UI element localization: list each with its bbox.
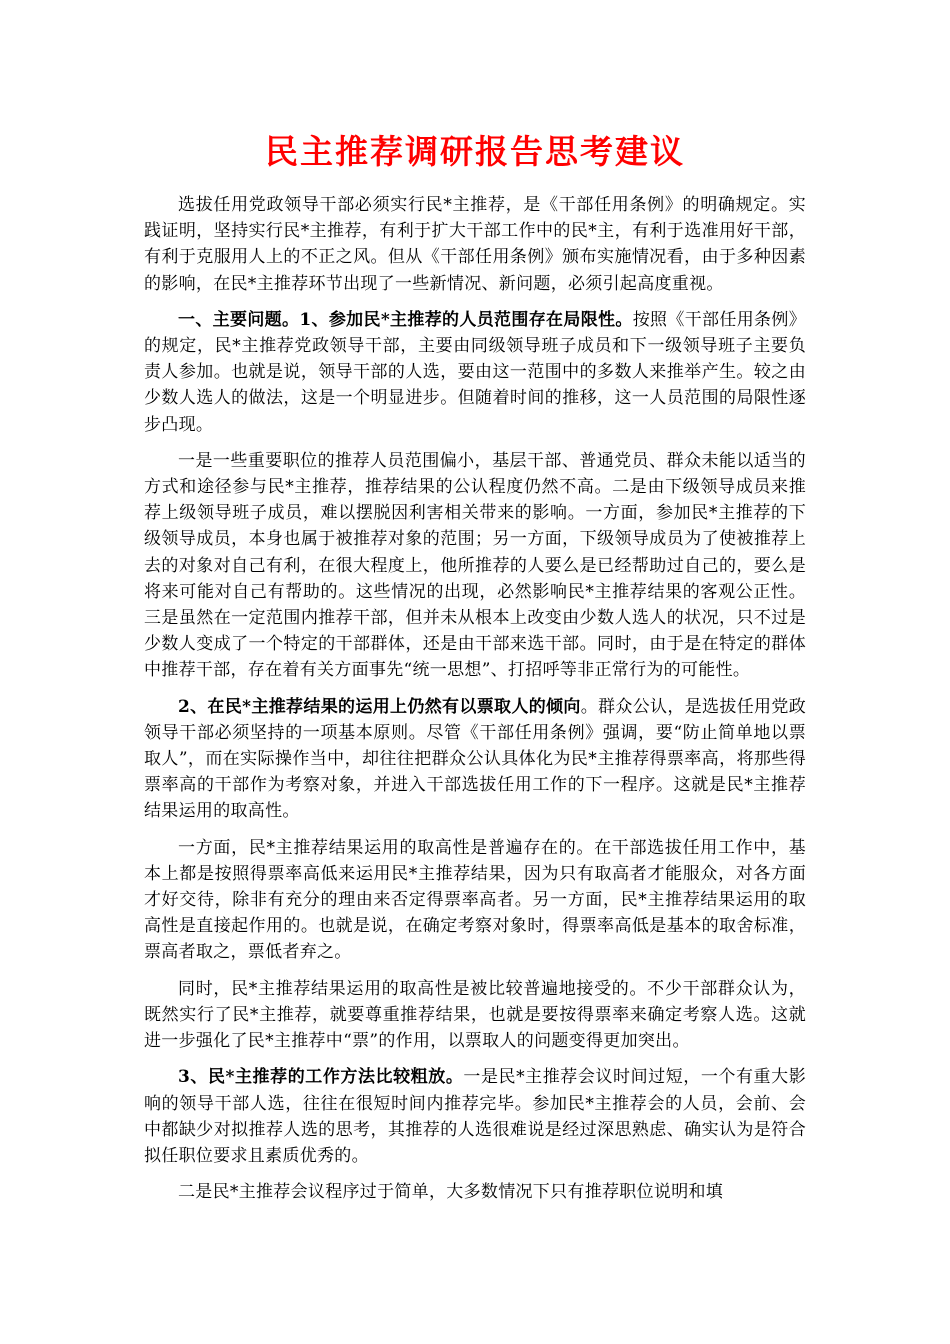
paragraph-text: 一是一些重要职位的推荐人员范围偏小，基层干部、普通党员、群众未能以适当的方式和途径参与民*主推荐，推荐结果的公认程度仍然不高。二是由下级领导成员来推荐上级领导班子成员，难以摆脱因利害相关带来的影响。一方面，参加民*主推荐的下级领导成员，本身也属于被推荐对象的范围；另一方面，下级领导成员为了使被推荐上去的对象对自己有利，在很大程度上，他所推荐的人要么是已经帮助过自己的，要么是将来可能对自己有帮助的。这些情况的出现，必然影响民*主推荐结果的客观公正性。三是虽然在一定范围内推荐干部，但并未从根本上改变由少数人选人的状况，只不过是少数人变成了一个特定的干部群体，还是由干部来选干部。同时，由于是在特定的群体中推荐干部，存在着有关方面事先“统一思想”、打招呼等非正常行为的可能性。 xyxy=(144,450,806,681)
paragraph-body xyxy=(144,976,806,1055)
paragraph-text: 。群众公认，是选拔任用党政领导干部必须坚持的一项基本原则。尽管《干部任用条例》强调，要“防止简单地以票取人”，而在实际操作当中，却往往把群众公认具体化为民*主推荐得票率高，将那些得票率高的干部作为考察对象，并进入干部选拔任用工作的下一程序。这就是民*主推荐结果运用的取高性。 xyxy=(144,696,806,822)
paragraph-heading: 3、民*主推荐的工作方法比较粗放。 xyxy=(178,1067,464,1088)
paragraph-section-1 xyxy=(144,307,806,438)
paragraph-body xyxy=(144,835,806,966)
paragraph-section-2 xyxy=(144,694,806,825)
paragraph-text: 一方面，民*主推荐结果运用的取高性是普遍存在的。在干部选拔任用工作中，基本上都是按照得票率高低来运用民*主推荐结果，因为只有取高者才能服众，对各方面才好交待，除非有充分的理由来否定得票率高者。另一方面，民*主推荐结果运用的取高性是直接起作用的。也就是说，在确定考察对象时，得票率高低是基本的取舍标准，票高者取之，票低者弃之。 xyxy=(144,837,806,963)
paragraph-intro xyxy=(144,192,806,297)
document-page xyxy=(144,130,806,1320)
paragraph-body xyxy=(144,1179,806,1205)
paragraph-text: 二是民*主推荐会议程序过于简单，大多数情况下只有推荐职位说明和填 xyxy=(178,1182,724,1203)
paragraph-text: 同时，民*主推荐结果运用的取高性是被比较普遍地接受的。不少干部群众认为，既然实行了民*主推荐，就要尊重推荐结果，也就是要按得票率来确定考察人选。这就进一步强化了民*主推荐中“票”的作用，以票取人的问题变得更加突出。 xyxy=(144,978,806,1052)
paragraph-heading: 2、在民*主推荐结果的运用上仍然有以票取人的倾向 xyxy=(178,696,581,717)
paragraph-heading: 一、主要问题。1、参加民*主推荐的人员范围存在局限性。 xyxy=(178,309,633,330)
paragraph-text: 一是民*主推荐会议时间过短，一个有重大影响的领导干部人选，往往在很短时间内推荐完毕。参加民*主推荐会的人员，会前、会中都缺少对拟推荐人选的思考，其推荐的人选很难说是经过深思熟虑、确实认为是符合拟任职位要求且素质优秀的。 xyxy=(144,1067,806,1166)
document-title: 民主推荐调研报告思考建议 xyxy=(265,132,685,171)
paragraph-body xyxy=(144,448,806,684)
paragraph-text: 选拔任用党政领导干部必须实行民*主推荐，是《干部任用条例》的明确规定。实践证明，坚持实行民*主推荐，有利于扩大干部工作中的民*主，有利于选准用好干部，有利于克服用人上的不正之风。但从《干部任用条例》颁布实施情况看，由于多种因素的影响，在民*主推荐环节出现了一些新情况、新问题，必须引起高度重视。 xyxy=(144,195,806,294)
paragraph-text: 按照《干部任用条例》的规定，民*主推荐党政领导干部，主要由同级领导班子成员和下一级领导班子主要负责人参加。也就是说，领导干部的人选，要由这一范围中的多数人来推举产生。较之由少数人选人的做法，这是一个明显进步。但随着时间的推移，这一人员范围的局限性逐步凸现。 xyxy=(144,309,806,435)
paragraph-section-3 xyxy=(144,1064,806,1169)
